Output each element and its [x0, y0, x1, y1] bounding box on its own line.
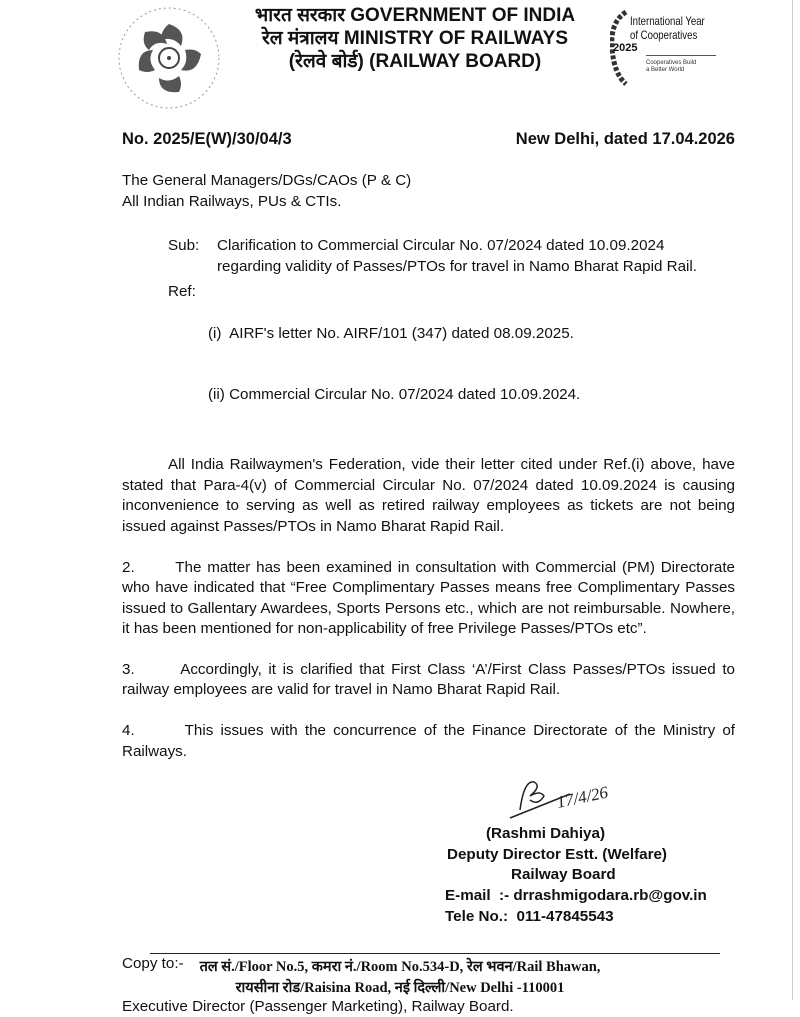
subject [168, 236, 735, 277]
paragraph-1: All India Railwaymen's Federation, vide their letter cited under Ref.(i) above, have stated that Para-4(v) of Commercial Circular No. 07/2024 dated 10.09.2024 is causing inconvenience to serving as well as retired railway employees as tickets are not being issued against Passes/PTOs in Namo Bharat Rapid Rail. [122, 456, 735, 535]
iyc-tagline-2: a Better World [646, 67, 685, 73]
copy-to-recipient: Executive Director (Passenger Marketing), Railway Board. [122, 997, 514, 1015]
letterhead [215, 4, 615, 73]
header-ministry: रेल मंत्रालय MINISTRY OF RAILWAYS [261, 28, 569, 49]
handwritten-signature [500, 776, 620, 824]
reference-list [208, 282, 580, 447]
addressee [122, 171, 735, 212]
paragraph-4: 4. This issues with the concurrence of the Finance Directorate of the Ministry of Railways. [122, 722, 735, 760]
footer-address [60, 957, 740, 999]
reference-item: (ii) Commercial Circular No. 07/2024 dated 10.09.2024. [208, 386, 581, 404]
letter-number: No. 2025/E(W)/30/04/3 [122, 130, 292, 148]
footer-divider [150, 953, 720, 954]
footer-line: रायसीना रोड/Raisina Road, नई दिल्ली/New Delhi -110001 [235, 980, 565, 996]
signatory-office: Railway Board [511, 866, 616, 884]
subject-label: Sub: [168, 237, 200, 255]
signature-date: 17/4/26 [554, 782, 610, 813]
signatory-block [445, 824, 735, 927]
subject-line: regarding validity of Passes/PTOs for travel in Namo Bharat Rapid Rail. [217, 257, 698, 275]
signatory-name: (Rashmi Dahiya) [486, 825, 606, 843]
addressee-line: The General Managers/DGs/CAOs (P & C) [122, 172, 412, 189]
international-year-of-cooperatives-logo [610, 8, 730, 88]
subject-line: Clarification to Commercial Circular No. 07/2024 dated 10.09.2024 [217, 237, 665, 255]
ek-bharat-shreshtha-bharat-logo [115, 4, 223, 112]
reference-label: Ref: [168, 283, 196, 301]
footer-line: तल सं./Floor No.5, कमरा नं./Room No.534-D, रेल भवन/Rail Bhawan, [199, 959, 601, 975]
iyc-year: 2025 [613, 42, 638, 54]
iyc-divider [646, 55, 716, 56]
paragraph-3: 3. Accordingly, it is clarified that First Class ‘A’/First Class Passes/PTOs issued to railway employees are valid for travel in Namo Bharat Rapid Rail. [122, 660, 735, 699]
addressee-line: All Indian Railways, PUs & CTIs. [122, 192, 342, 210]
signatory-email: E-mail :- drrashmigodara.rb@gov.in [445, 887, 707, 905]
iyc-tagline-1: Cooperatives Build [646, 60, 697, 66]
reference-row [122, 129, 735, 149]
copy-to-label: Copy to:- [122, 955, 184, 973]
signatory-designation: Deputy Director Estt. (Welfare) [447, 845, 667, 863]
iyc-title-2: of Cooperatives [630, 28, 698, 42]
header-government: भारत सरकार GOVERNMENT OF INDIA [254, 5, 576, 26]
letter-body [122, 129, 735, 1017]
references [168, 282, 735, 447]
letter-date: New Delhi, dated 17.04.2026 [515, 130, 735, 148]
paragraph-2: 2. The matter has been examined in consultation with Commercial (PM) Directorate who have indicated that “Free Complimentary Passes means free Complimentary Passes issued to Gallentary Awardees, Sports Persons etc., which are not reimbursable. Nowhere, it has been mentioned for non-applicability of free Privilege Passes/PTOs etc”. [122, 558, 735, 638]
header-board: (रेलवे बोर्ड) (RAILWAY BOARD) [288, 51, 542, 72]
scan-edge [792, 0, 793, 1000]
signatory-phone: Tele No.: 011-47845543 [445, 907, 614, 925]
iyc-title-1: International Year [630, 14, 705, 28]
reference-item: (i) AIRF's letter No. AIRF/101 (347) dated 08.09.2025. [208, 324, 574, 342]
subject-text [217, 236, 697, 277]
